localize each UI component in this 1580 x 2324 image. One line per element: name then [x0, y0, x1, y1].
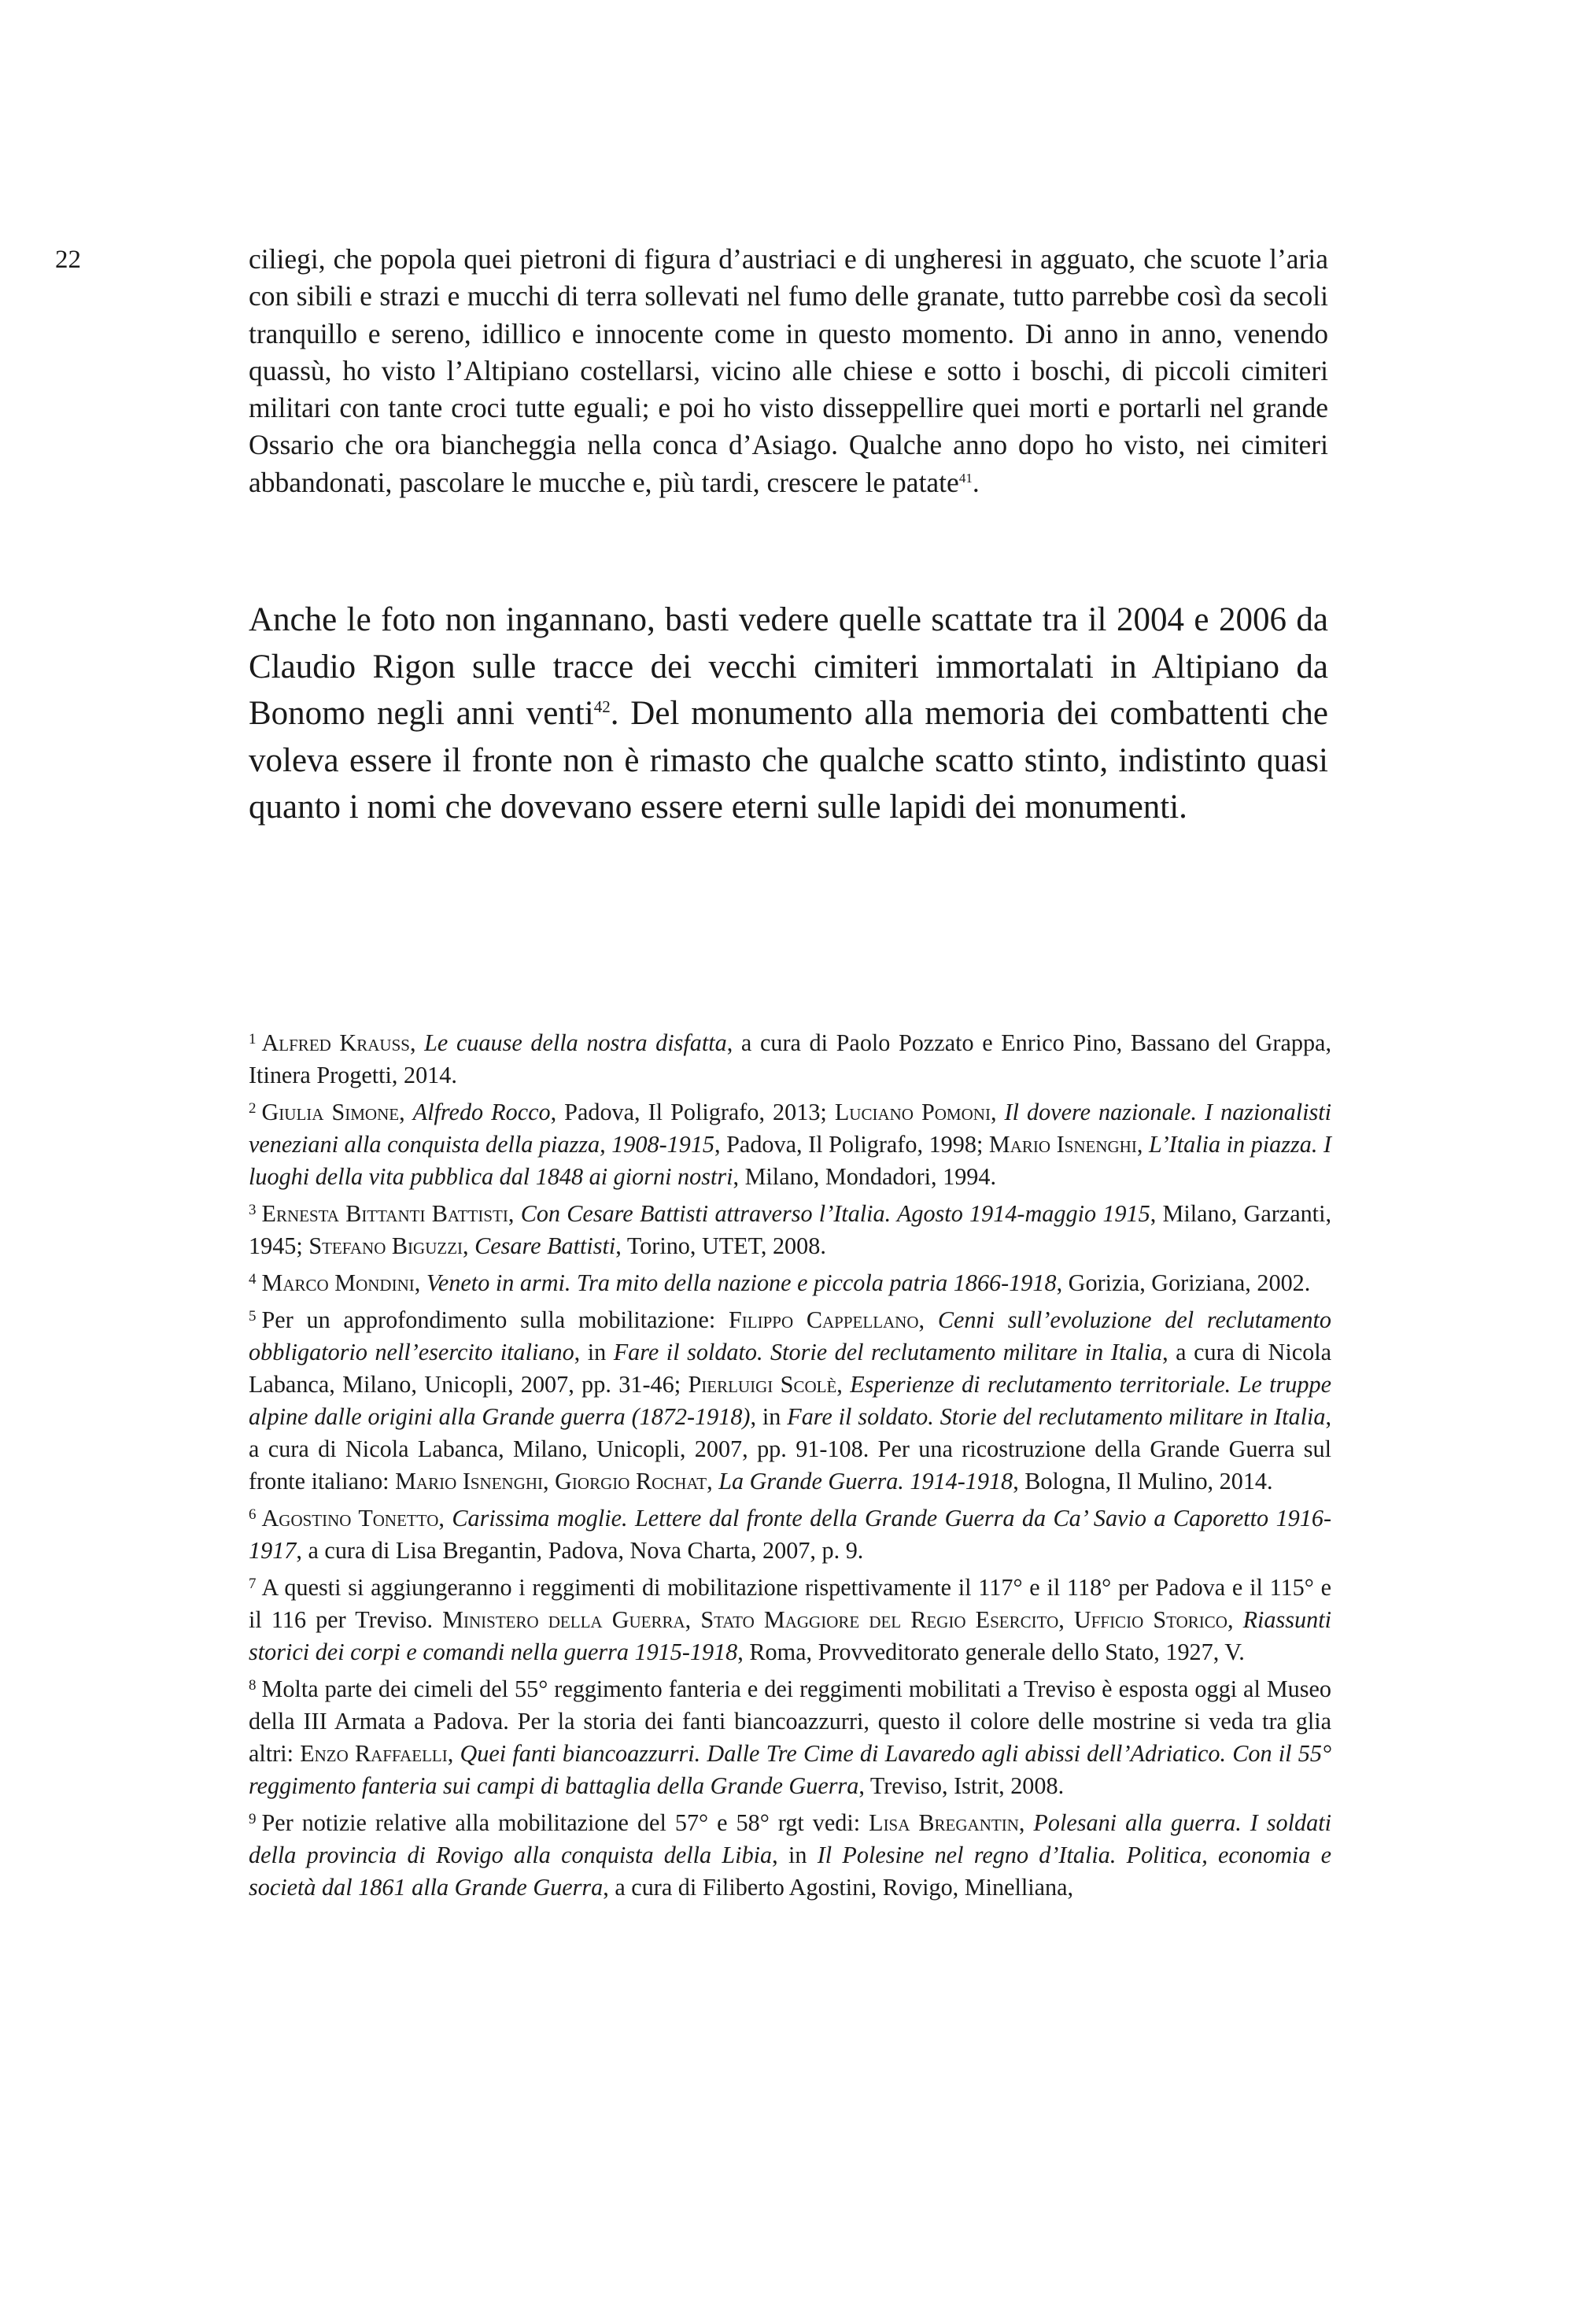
- work-title: Riassunti storici dei corpi e comandi nella guerra 1915-1918: [249, 1606, 1331, 1665]
- footnote-text: , Treviso, Istrit, 2008.: [858, 1772, 1065, 1799]
- quote-text: ciliegi, che popola quei pietroni di figura d’austriaci e di ungheresi in agguato, che scuote l’aria con sibili e strazi e mucchi di terra sollevati nel fumo delle granate, tutto parrebbe così da secoli tranquillo e sereno, idillico e innocente come in questo momento. Di anno in anno, venendo quassù, ho visto l’Altipiano costellarsi, vicino alle chiese e sotto i boschi, di piccoli cimiteri militari con tante croci tutte eguali; e poi ho visto disseppellire quei morti e portarli nel grande Ossario che ora biancheggia nella conca d’Asiago. Qualche anno dopo ho visto, nei cimiteri abbandonati, pascolare le mucche e, più tardi, crescere le patate: [249, 243, 1328, 498]
- work-title: Il dovere nazionale. I nazionalisti veneziani alla conquista della piazza, 1908-1915: [249, 1099, 1332, 1158]
- footnote-number: 6: [249, 1506, 257, 1523]
- footnote-text: , Padova, Il Poligrafo, 2013;: [550, 1099, 835, 1125]
- author-name: Marco Mondini: [261, 1269, 415, 1296]
- footnote-text: ,: [399, 1099, 413, 1125]
- footnote-text: ,: [409, 1029, 425, 1056]
- footnote-text: Molta parte dei cimeli del 55° reggimento fanteria e dei reggimenti mobilitati a Treviso è esposta oggi al Museo della III Armata a Padova. Per la storia dei fanti biancoazzurri, questo il colore delle mostrine si veda tra glia altri:: [249, 1676, 1331, 1767]
- footnote-6: [249, 1498, 1331, 1567]
- author-name: Lisa Bregantin: [869, 1809, 1019, 1836]
- footnote-reference[interactable]: 42: [593, 697, 611, 717]
- footnote-text: A questi si aggiungeranno i reggimenti di mobilitazione rispettivamente il 117° e il 118° per Padova e il 115° e il 116 per Treviso.: [249, 1574, 1331, 1633]
- footnote-text: ,: [463, 1232, 475, 1259]
- footnote-text: ,: [447, 1740, 460, 1767]
- footnote-text: ,: [836, 1371, 851, 1398]
- work-title: Fare il soldato. Storie del reclutamento militare in Italia: [787, 1403, 1326, 1430]
- work-title: L’Italia in piazza. I luoghi della vita pubblica dal 1848 ai giorni nostri: [249, 1131, 1331, 1190]
- work-title: Veneto in armi. Tra mito della nazione e piccola patria 1866-1918: [426, 1269, 1057, 1296]
- footnote-number: 2: [249, 1100, 257, 1117]
- footnote-text: , Torino, UTET, 2008.: [615, 1232, 826, 1259]
- work-title: Fare il soldato. Storie del reclutamento militare in Italia: [613, 1339, 1163, 1365]
- footnote-text: ,: [1227, 1606, 1243, 1633]
- block-quote: [249, 241, 1328, 501]
- footnote-text: , Roma, Provveditorato generale dello Stato, 1927, V.: [737, 1639, 1245, 1665]
- footnote-text: , in: [574, 1339, 614, 1365]
- work-title: Le cuause della nostra disfatta: [424, 1029, 727, 1056]
- author-name: Ministero della Guerra, Stato Maggiore del Regio Esercito, Ufficio Storico: [442, 1606, 1227, 1633]
- author-name: Luciano Pomoni: [834, 1099, 991, 1125]
- quote-paragraph: [249, 241, 1328, 501]
- work-title: Il Polesine nel regno d’Italia. Politica, economia e società dal 1861 alla Grande Guerra: [249, 1842, 1332, 1901]
- author-name: Giulia Simone: [261, 1099, 400, 1125]
- author-name: Mario Isnenghi: [988, 1131, 1137, 1158]
- footnote-text: ,: [918, 1306, 938, 1333]
- footnote-text: ,: [414, 1269, 426, 1296]
- footnote-text: , Padova, Il Poligrafo, 1998;: [714, 1131, 989, 1158]
- author-name: Pierluigi Scolè: [688, 1371, 837, 1398]
- footnote-2: [249, 1092, 1331, 1193]
- footnote-number: 8: [249, 1677, 257, 1694]
- author-name: Enzo Raffaelli: [300, 1740, 448, 1767]
- work-title: Cesare Battisti: [474, 1232, 616, 1259]
- body-text: [249, 597, 1328, 831]
- author-name: Mario Isnenghi, Giorgio Rochat: [395, 1468, 707, 1495]
- work-title: La Grande Guerra. 1914-1918: [718, 1468, 1013, 1495]
- footnote-text: Per un approfondimento sulla mobilitazione:: [261, 1306, 729, 1333]
- body-text-part-2: . Del monumento alla memoria dei combattenti che voleva essere il fronte non è rimasto che qualche scatto stinto, indistinto quasi quanto i nomi che dovevano essere eterni sulle lapidi dei monumenti.: [249, 695, 1328, 826]
- footnote-3: [249, 1194, 1331, 1262]
- footnote-text: ,: [508, 1200, 521, 1227]
- footnote-text: , a cura di Lisa Bregantin, Padova, Nova Charta, 2007, p. 9.: [296, 1537, 864, 1564]
- footnote-text: , a cura di Filiberto Agostini, Rovigo, Minelliana,: [603, 1874, 1074, 1901]
- footnote-text: , in: [750, 1403, 788, 1430]
- footnote-4: [249, 1263, 1331, 1299]
- author-name: Agostino Tonetto: [261, 1505, 439, 1531]
- footnote-text: , a cura di Nicola Labanca, Milano, Unicopli, 2007, pp. 91-108. Per una ricostruzione della Grande Guerra sul fronte italiano:: [249, 1403, 1332, 1495]
- footnote-text: ,: [1018, 1809, 1034, 1836]
- footnote-7: [249, 1568, 1331, 1668]
- work-title: Cenni sull’evoluzione del reclutamento obbligatorio nell’esercito italiano: [249, 1306, 1332, 1365]
- footnote-number: 4: [249, 1271, 257, 1288]
- work-title: Polesani alla guerra. I soldati della provincia di Rovigo alla conquista della Libia: [249, 1809, 1332, 1868]
- footnote-1: [249, 1023, 1331, 1092]
- work-title: Carissima moglie. Lettere dal fronte della Grande Guerra da Ca’ Savio a Caporetto 1916-1917: [249, 1505, 1331, 1564]
- author-name: Stefano Biguzzi: [308, 1232, 463, 1259]
- author-name: Filippo Cappellano: [729, 1306, 919, 1333]
- page-number: 22: [55, 246, 81, 274]
- footnote-text: , in: [772, 1842, 818, 1868]
- footnotes-section: [249, 1023, 1331, 1905]
- footnote-number: 7: [249, 1576, 257, 1592]
- footnote-reference[interactable]: 41: [958, 470, 973, 486]
- work-title: Quei fanti biancoazzurri. Dalle Tre Cime di Lavaredo agli abissi dell’Adriatico. Con il 55° reggimento fanteria sui campi di battaglia della Grande Guerra: [249, 1740, 1332, 1799]
- footnote-8: [249, 1669, 1331, 1802]
- footnote-9: [249, 1803, 1331, 1904]
- work-title: Alfredo Rocco: [412, 1099, 551, 1125]
- footnote-text: , Milano, Garzanti, 1945;: [249, 1200, 1332, 1259]
- footnote-number: 1: [249, 1031, 257, 1047]
- author-name: Ernesta Bittanti Battisti: [261, 1200, 508, 1227]
- footnote-text: ,: [990, 1099, 1005, 1125]
- footnote-number: 5: [249, 1308, 257, 1325]
- footnote-text: ,: [438, 1505, 452, 1531]
- body-text-part-1: Anche le foto non ingannano, basti vedere quelle scattate tra il 2004 e 2006 da Claudio Rigon sulle tracce dei vecchi cimiteri immortalati in Altipiano da Bonomo negli anni venti: [249, 601, 1328, 733]
- body-paragraph: [249, 597, 1328, 831]
- footnote-5: [249, 1300, 1331, 1498]
- footnote-text: , a cura di Paolo Pozzato e Enrico Pino, Bassano del Grappa, Itinera Progetti, 2014.: [249, 1029, 1331, 1088]
- footnote-text: , a cura di Nicola Labanca, Milano, Unicopli, 2007, pp. 31-46;: [249, 1339, 1332, 1398]
- author-name: Alfred Krauss: [261, 1029, 410, 1056]
- footnote-text: , Milano, Mondadori, 1994.: [733, 1163, 997, 1190]
- footnote-number: 3: [249, 1202, 257, 1218]
- footnote-text: ,: [707, 1468, 719, 1495]
- footnote-text: ,: [1136, 1131, 1149, 1158]
- work-title: Esperienze di reclutamento territoriale. Le truppe alpine dalle origini alla Grande guerra (1872-1918): [249, 1371, 1331, 1430]
- footnote-text: , Bologna, Il Mulino, 2014.: [1013, 1468, 1273, 1495]
- work-title: Con Cesare Battisti attraverso l’Italia. Agosto 1914-maggio 1915: [520, 1200, 1150, 1227]
- footnote-number: 9: [249, 1811, 257, 1827]
- quote-tail: .: [972, 466, 980, 498]
- footnote-text: , Gorizia, Goriziana, 2002.: [1056, 1269, 1311, 1296]
- footnote-text: Per notizie relative alla mobilitazione del 57° e 58° rgt vedi:: [261, 1809, 869, 1836]
